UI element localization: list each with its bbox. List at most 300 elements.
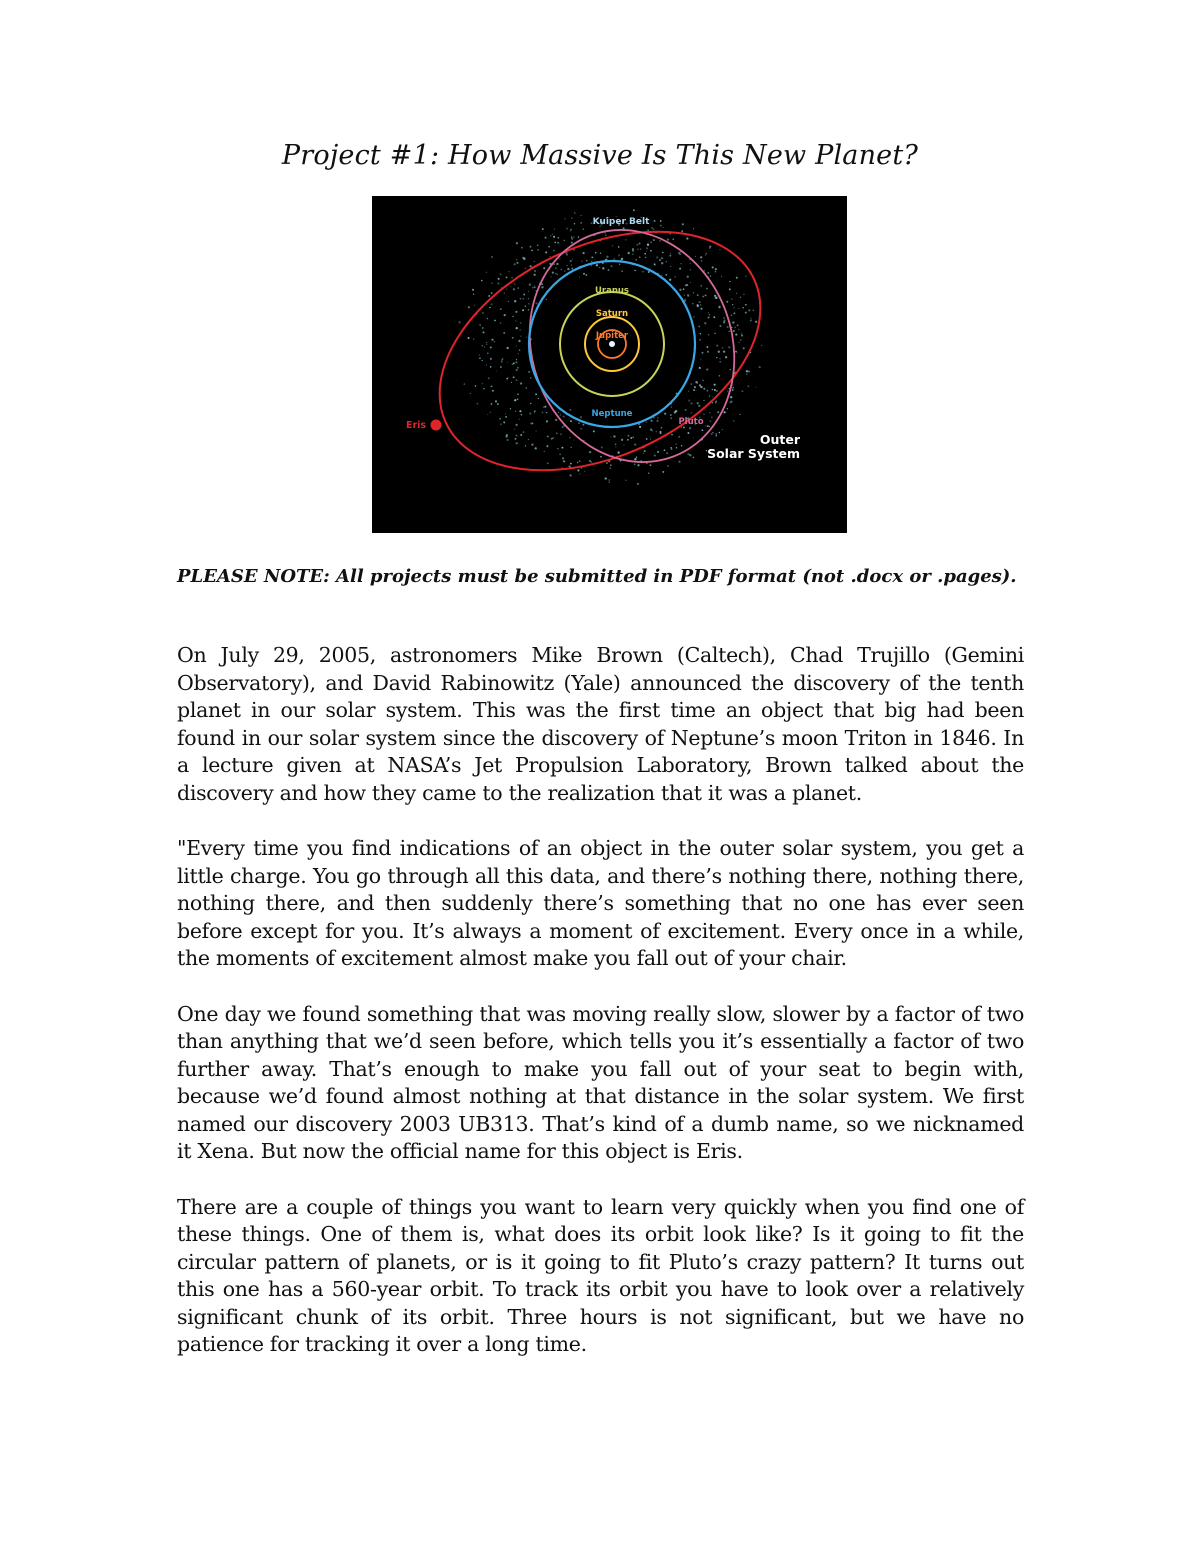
kuiper-dot [547, 436, 548, 437]
kuiper-dot [685, 409, 687, 411]
kuiper-dot [675, 277, 676, 278]
kuiper-dot [494, 341, 496, 343]
kuiper-dot [477, 403, 479, 405]
kuiper-dot [513, 288, 515, 290]
kuiper-dot [727, 390, 729, 392]
kuiper-dot [559, 258, 561, 260]
kuiper-dot [692, 303, 694, 305]
kuiper-dot [570, 260, 572, 262]
kuiper-dot [653, 228, 655, 230]
kuiper-dot [464, 383, 465, 384]
kuiper-dot [645, 257, 646, 258]
kuiper-dot [736, 293, 737, 294]
neptune-label: Neptune [591, 409, 633, 419]
kuiper-dot [706, 390, 708, 392]
kuiper-dot [690, 282, 691, 283]
kuiper-dot [528, 371, 530, 373]
kuiper-dot [646, 438, 648, 440]
kuiper-dot [571, 217, 572, 218]
kuiper-dot [505, 416, 507, 418]
kuiper-dot [533, 274, 535, 276]
kuiper-dot [514, 429, 515, 430]
kuiper-dot [472, 289, 474, 291]
kuiper-dot [605, 232, 606, 233]
kuiper-dot [506, 434, 508, 436]
kuiper-dot [625, 480, 626, 481]
kuiper-dot [596, 264, 598, 266]
kuiper-dot [636, 244, 638, 246]
kuiper-dot [556, 432, 558, 434]
kuiper-dot [613, 258, 615, 260]
kuiper-dot [718, 306, 720, 308]
kuiper-dot [571, 242, 573, 244]
kuiper-dot [690, 383, 692, 385]
kuiper-dot [553, 250, 555, 252]
kuiper-dot [714, 384, 716, 386]
kuiper-dot [534, 285, 535, 286]
kuiper-dot [706, 368, 708, 370]
kuiper-dot [728, 346, 730, 348]
kuiper-dot [731, 299, 732, 300]
kuiper-dot [547, 462, 549, 464]
kuiper-dot [632, 254, 633, 255]
kuiper-dot [660, 431, 662, 433]
kuiper-dot [613, 435, 614, 436]
kuiper-dot [700, 333, 702, 335]
kuiper-dot [721, 276, 722, 277]
kuiper-dot [522, 309, 524, 311]
kuiper-dot [628, 252, 630, 254]
kuiper-dot [556, 274, 558, 276]
orbit-diagram [372, 196, 847, 533]
kuiper-dot [729, 331, 730, 332]
kuiper-dot [689, 454, 691, 456]
kuiper-dot [504, 292, 505, 293]
kuiper-dot [664, 413, 666, 415]
kuiper-dot [500, 308, 502, 310]
kuiper-dot [486, 344, 487, 345]
kuiper-dot [707, 272, 709, 274]
kuiper-dot [676, 447, 678, 449]
kuiper-dot [495, 400, 497, 402]
kuiper-dot [506, 347, 508, 349]
kuiper-dot [554, 263, 556, 265]
page-title: Project #1: How Massive Is This New Planet? [281, 140, 919, 171]
kuiper-dot [681, 263, 682, 264]
kuiper-dot [530, 377, 531, 378]
kuiper-dot [595, 252, 597, 254]
kuiper-dot [685, 284, 687, 286]
kuiper-dot [579, 460, 581, 462]
kuiper-dot [525, 445, 526, 446]
kuiper-dot [612, 245, 613, 246]
kuiper-dot [670, 414, 672, 416]
kuiper-dot [545, 251, 547, 253]
kuiper-dot [714, 333, 715, 334]
kuiper-dot [719, 361, 721, 363]
kuiper-dot [571, 238, 573, 240]
kuiper-dot [582, 424, 584, 426]
kuiper-dot [487, 352, 489, 354]
kuiper-dot [519, 329, 521, 331]
kuiper-dot [503, 332, 505, 334]
kuiper-dot [490, 385, 492, 387]
kuiper-dot [574, 223, 575, 224]
kuiper-dot [651, 420, 653, 422]
kuiper-dot [689, 427, 691, 429]
kuiper-dot [574, 212, 575, 213]
kuiper-dot [571, 236, 572, 237]
kuiper-dot [514, 283, 515, 284]
kuiper-dot [746, 373, 747, 374]
kuiper-dot [642, 271, 644, 273]
kuiper-dot [513, 362, 515, 364]
kuiper-dot [716, 390, 718, 392]
kuiper-dot [618, 254, 620, 256]
kuiper-dot [506, 378, 508, 380]
kuiper-dot [535, 302, 537, 304]
kuiper-dot [741, 334, 743, 336]
kuiper-dot [714, 389, 716, 391]
solar-system-figure [372, 196, 847, 533]
kuiper-dot [516, 259, 517, 260]
kuiper-dot [570, 447, 572, 449]
kuiper-dot [566, 228, 568, 230]
kuiper-dot [517, 393, 519, 395]
kuiper-dot [491, 292, 493, 294]
kuiper-dot [518, 353, 519, 354]
kuiper-dot [680, 253, 682, 255]
kuiper-dot [670, 266, 671, 267]
kuiper-dot [741, 333, 742, 334]
kuiper-dot [515, 438, 517, 440]
jupiter-label: Jupiter [595, 331, 629, 341]
kuiper-dot [755, 321, 757, 323]
kuiper-dot [491, 256, 493, 258]
kuiper-dot [555, 273, 557, 275]
kuiper-dot [738, 308, 739, 309]
paragraph: "Every time you find indications of an object in the outer solar system, you get a little charge. You go through all this data, and there’s nothing there, nothing there, nothing there, and then suddenly there’s something that no one has ever seen before except for you. It’s always a moment of excitement. Every once in a while, the moments of excitement almost make you fall out of your chair. [177, 836, 1024, 970]
kuiper-dot [558, 412, 559, 413]
kuiper-dot [564, 271, 565, 272]
kuiper-dot [699, 367, 701, 369]
kuiper-dot [735, 334, 737, 336]
kuiper-dot [530, 403, 532, 405]
kuiper-dot [669, 279, 671, 281]
kuiper-dot [715, 402, 716, 403]
kuiper-dot [687, 432, 689, 434]
kuiper-dot [552, 271, 554, 273]
kuiper-dot [514, 399, 516, 401]
kuiper-dot [716, 435, 717, 436]
kuiper-dot [473, 339, 474, 340]
kuiper-dot [479, 324, 481, 326]
kuiper-dot [535, 447, 537, 449]
kuiper-dot [591, 256, 593, 258]
kuiper-dot [516, 242, 518, 244]
kuiper-dot [537, 244, 539, 246]
kuiper-dot [703, 388, 705, 390]
kuiper-dot [583, 228, 584, 229]
uranus-label: Uranus [595, 286, 629, 296]
kuiper-dot [734, 327, 736, 329]
kuiper-dot [709, 245, 711, 247]
kuiper-dot [530, 246, 532, 248]
kuiper-dot [661, 262, 663, 264]
kuiper-dot [589, 451, 591, 453]
kuiper-dot [602, 267, 604, 269]
kuiper-dot [578, 422, 580, 424]
kuiper-dot [562, 457, 564, 459]
kuiper-dot [734, 307, 735, 308]
kuiper-dot [519, 349, 520, 350]
kuiper-dot [515, 411, 516, 412]
kuiper-dot [490, 412, 491, 413]
kuiper-dot [698, 326, 700, 328]
kuiper-dot [661, 427, 663, 429]
kuiper-dot [687, 276, 689, 278]
kuiper-dot [637, 483, 639, 485]
kuiper-dot [520, 298, 522, 300]
kuiper-dot [712, 396, 713, 397]
kuiper-dot [634, 458, 636, 460]
kuiper-dot [625, 239, 626, 240]
kuiper-dot [712, 389, 714, 391]
kuiper-dot [700, 285, 702, 287]
kuiper-dot [561, 269, 562, 270]
kuiper-dot [656, 446, 657, 447]
kuiper-dot [711, 416, 713, 418]
kuiper-dot [712, 266, 714, 268]
kuiper-dot [608, 269, 610, 271]
kuiper-dot [703, 413, 705, 415]
kuiper-dot [653, 417, 654, 418]
kuiper-dot [740, 297, 741, 298]
kuiper-dot [534, 412, 535, 413]
kuiper-dot [730, 396, 732, 398]
kuiper-dot [560, 433, 561, 434]
kuiper-dot [516, 262, 518, 264]
kuiper-dot [661, 257, 663, 259]
kuiper-dot [737, 353, 738, 354]
kuiper-dot [646, 421, 648, 423]
eris-label: Eris [406, 420, 427, 431]
kuiper-dot [615, 443, 617, 445]
kuiper-dot [705, 294, 707, 296]
kuiper-dot [657, 451, 659, 453]
kuiper-dot [549, 256, 550, 257]
kuiper-dot [487, 414, 488, 415]
kuiper-dot [553, 236, 555, 238]
kuiper-dot [697, 382, 698, 383]
kuiper-dot [747, 385, 749, 387]
kuiper-dot [511, 277, 512, 278]
outer-label-line2: Solar System [707, 446, 800, 461]
kuiper-dot [733, 312, 735, 314]
kuiper-dot [479, 354, 480, 355]
kuiper-dot [723, 411, 725, 413]
kuiper-dot [634, 270, 635, 271]
kuiper-dot [636, 456, 637, 457]
kuiper-dot [684, 294, 685, 295]
kuiper-dot [498, 278, 500, 280]
kuiper-dot [665, 274, 667, 276]
kuiper-dot [693, 438, 694, 439]
kuiper-dot [528, 309, 529, 310]
kuiper-dot [719, 375, 720, 376]
kuiper-dot [700, 308, 702, 310]
kuiper-dot [688, 400, 690, 402]
kuiper-dot [671, 407, 672, 408]
kuiper-dot [690, 263, 691, 264]
kuiper-dot [531, 443, 533, 445]
kuiper-dot [745, 276, 746, 277]
kuiper-dot [671, 434, 673, 436]
kuiper-dot [714, 295, 716, 297]
kuiper-dot [702, 296, 704, 298]
kuiper-dot [605, 477, 607, 479]
kuiper-dot [515, 361, 517, 363]
kuiper-dot [516, 435, 518, 437]
kuiper-dot [681, 230, 683, 232]
kuiper-dot [563, 416, 565, 418]
kuiper-dot [555, 419, 557, 421]
kuiper-dot [639, 426, 641, 428]
kuiper-dot [670, 417, 672, 419]
kuiper-dot [700, 386, 702, 388]
kuiper-dot [746, 370, 748, 372]
kuiper-dot [552, 234, 553, 235]
kuiper-dot [516, 346, 517, 347]
kuiper-dot [563, 460, 565, 462]
kuiper-dot [570, 420, 572, 422]
kuiper-dot [649, 241, 650, 242]
kuiper-dot [693, 389, 695, 391]
kuiper-dot [470, 393, 471, 394]
kuiper-dot [584, 471, 585, 472]
kuiper-dot [702, 380, 703, 381]
kuiper-dot [550, 235, 551, 236]
kuiper-dot [660, 220, 662, 222]
kuiper-dot [512, 316, 514, 318]
kuiper-dot [709, 395, 710, 396]
paragraph: One day we found something that was moving really slow, slower by a factor of two than anything that we’d seen before, which tells you it’s essentially a factor of two further away. That’s enough to make you fall out of your seat to begin with, because we’d found almost nothing at that distance in the solar system. We first named our discovery 2003 UB313. That’s kind of a dumb name, so we nicknamed it Xena. But now the official name for this object is Eris. [177, 1001, 1024, 1163]
kuiper-dot [514, 377, 515, 378]
kuiper-dot [693, 457, 694, 458]
kuiper-dot [504, 314, 506, 316]
kuiper-dot [601, 446, 603, 448]
kuiper-dot [635, 259, 637, 261]
kuiper-dot [505, 413, 506, 414]
kuiper-dot [500, 423, 502, 425]
kuiper-dot [621, 270, 623, 272]
kuiper-dot [514, 300, 516, 302]
kuiper-dot [515, 320, 516, 321]
kuiper-dot [755, 387, 756, 388]
kuiper-dot [523, 294, 525, 296]
kuiper-dot [526, 387, 528, 389]
body-text [177, 642, 1024, 1387]
kuiper-dot [733, 387, 734, 388]
kuiper-dot [546, 299, 547, 300]
kuiper-dot [515, 424, 517, 426]
kuiper-dot [703, 400, 704, 401]
kuiper-dot [633, 209, 635, 211]
kuiper-dot [591, 261, 592, 262]
kuiper-dot [738, 329, 739, 330]
kuiper-dot [561, 447, 563, 449]
kuiper-dot [701, 260, 703, 262]
kuiper-dot [519, 419, 520, 420]
kuiper-dot [644, 450, 646, 452]
kuiper-dot [650, 439, 651, 440]
kuiper-dot [715, 268, 717, 270]
kuiper-dot [709, 426, 710, 427]
kuiper-dot [534, 261, 535, 262]
kuiper-dot [541, 286, 543, 288]
kuiper-dot [554, 229, 555, 230]
kuiper-dot [479, 357, 481, 359]
kuiper-dot [722, 347, 724, 349]
kuiper-dot [706, 253, 708, 255]
kuiper-belt-label: Kuiper Belt [592, 217, 650, 227]
kuiper-dot [494, 320, 496, 322]
kuiper-dot [732, 389, 734, 391]
kuiper-dot [683, 288, 685, 290]
kuiper-dot [474, 305, 475, 306]
kuiper-dot [610, 467, 611, 468]
kuiper-dot [632, 250, 634, 252]
kuiper-dot [664, 449, 666, 451]
kuiper-dot [568, 465, 570, 467]
kuiper-dot [615, 446, 616, 447]
kuiper-dot [732, 321, 734, 323]
kuiper-dot [726, 301, 728, 303]
kuiper-dot [646, 251, 647, 252]
outer-label-line1: Outer [759, 432, 800, 447]
kuiper-dot [542, 228, 544, 230]
kuiper-dot [697, 304, 699, 306]
kuiper-dot [736, 277, 738, 279]
kuiper-dot [516, 369, 518, 371]
kuiper-dot [690, 402, 692, 404]
kuiper-dot [579, 473, 580, 474]
kuiper-dot [628, 435, 630, 437]
kuiper-dot [733, 330, 735, 332]
kuiper-dot [623, 444, 624, 445]
kuiper-dot [708, 317, 710, 319]
kuiper-dot [697, 294, 699, 296]
kuiper-dot [647, 229, 648, 230]
kuiper-dot [723, 317, 725, 319]
kuiper-dot [648, 271, 650, 273]
kuiper-dot [741, 390, 743, 392]
kuiper-dot [700, 256, 702, 258]
kuiper-dot [567, 268, 569, 270]
kuiper-dot [695, 256, 696, 257]
kuiper-dot [559, 454, 560, 455]
kuiper-dot [569, 409, 571, 411]
kuiper-dot [711, 433, 713, 435]
kuiper-dot [490, 346, 492, 348]
kuiper-dot [700, 359, 701, 360]
kuiper-dot [482, 383, 483, 384]
kuiper-dot [564, 218, 565, 219]
kuiper-dot [678, 461, 680, 463]
kuiper-dot [482, 327, 484, 329]
kuiper-dot [491, 303, 493, 305]
kuiper-dot [750, 319, 752, 321]
